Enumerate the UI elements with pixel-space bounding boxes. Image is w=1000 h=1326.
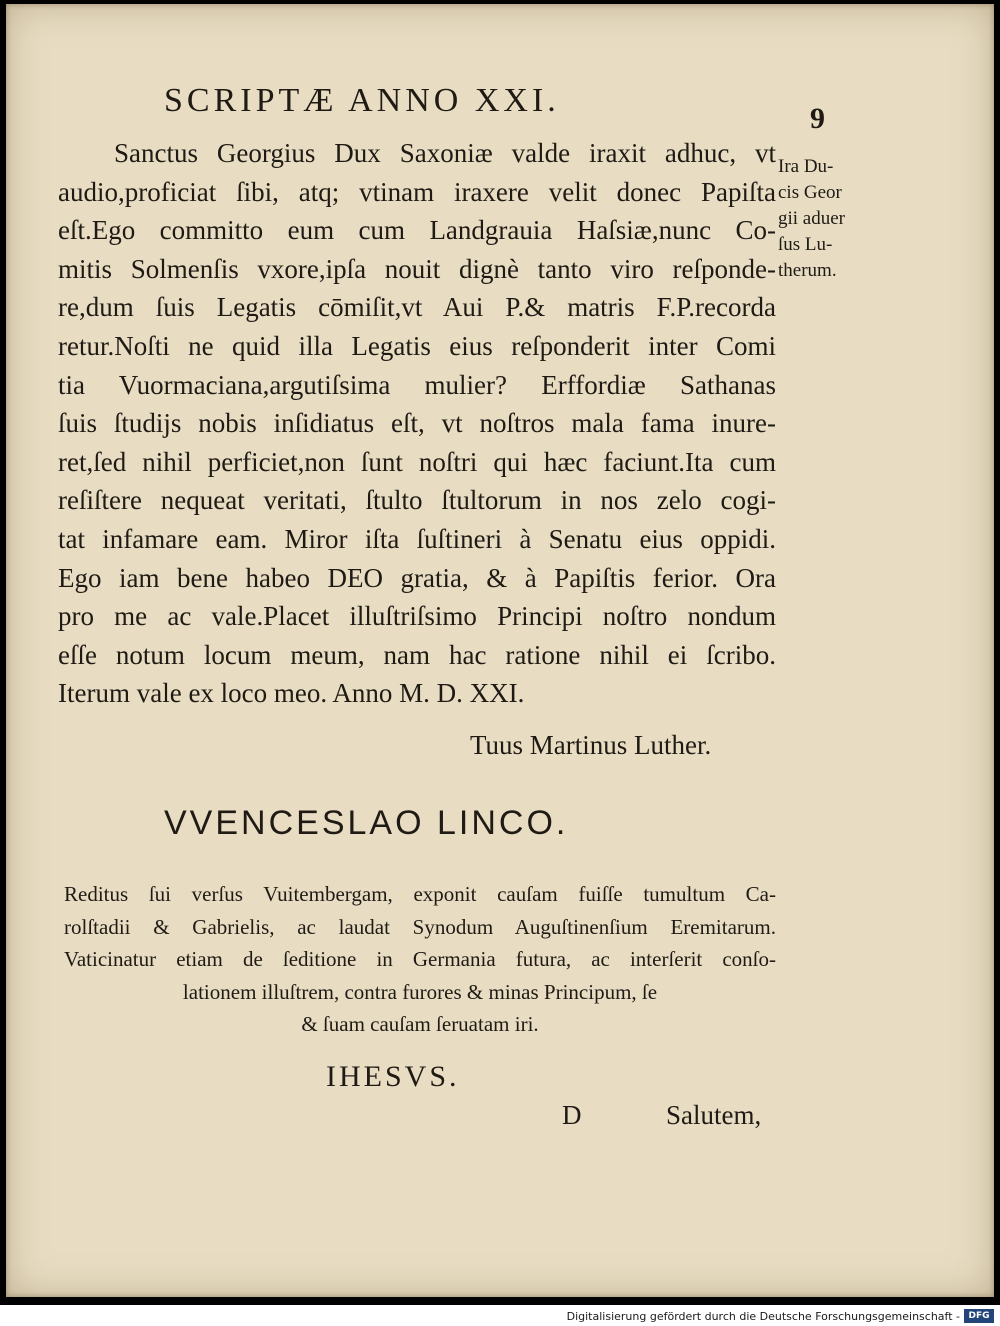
salutation: Salutem, — [666, 1100, 762, 1130]
invocation: IHESVS. — [326, 1060, 460, 1093]
text-line: tia Vuormaciana,argutiſsima mulier? Erffordiæ Sathanas — [58, 369, 776, 400]
text-line: Ego iam bene habeo DEO gratia, & à Papiſtis ferior. Ora — [58, 562, 776, 593]
text-line: re,dum ſuis Legatis cōmiſit,vt Aui P.& matris F.P.recorda — [58, 292, 776, 323]
summary-line: lationem illuſtrem, contra furores & minas Principum, ſe — [182, 979, 658, 1004]
text-line: pro me ac vale.Placet illuſtriſsimo Principi noſtro nondum — [58, 601, 776, 632]
text-line: mitis Solmenſis vxore,ipſa nouit dignè tanto viro reſponde- — [58, 253, 776, 284]
summary-line: rolſtadii & Gabrielis, ac laudat Synodum Auguſtinenſium Eremitarum. — [64, 914, 776, 939]
dfg-logo-icon: DFG — [964, 1309, 994, 1323]
text-line: eſt.Ego committo eum cum Landgrauia Haſsiæ,nunc Co- — [58, 215, 776, 246]
summary-line: Vaticinatur etiam de ſeditione in Germania futura, ac interſerit conſo- — [64, 947, 776, 971]
summary-line: & ſuam cauſam ſeruatam iri. — [301, 1012, 539, 1036]
marginal-note: Ira Du- cis Geor gii aduer ſus Lu- therum. — [778, 156, 846, 281]
text-line: eſſe notum locum meum, nam hac ratione nihil ei ſcribo. — [58, 639, 776, 670]
book-page — [6, 4, 994, 1297]
running-head: SCRIPTÆ ANNO XXI. — [164, 82, 560, 119]
funding-note: Digitalisierung gefördert durch die Deutsche Forschungsgemeinschaft - — [566, 1310, 960, 1323]
signature: Tuus Martinus Luther. — [470, 730, 712, 760]
text-line: Sanctus Georgius Dux Saxoniæ valde iraxit adhuc, vt — [114, 138, 776, 168]
text-line: ſuis ſtudijs nobis inſidiatus eſt, vt noſtros mala fama inure- — [58, 408, 776, 439]
salutation-initial: D — [562, 1100, 582, 1130]
summary-line: Reditus ſui verſus Vuitembergam, exponit cauſam fuiſſe tumultum Ca- — [64, 882, 776, 906]
text-line: audio,proficiat ſibi, atq; vtinam iraxere velit donec Papiſta — [58, 176, 776, 207]
letter-heading: VVENCESLAO LINCO. — [164, 804, 569, 842]
page-content — [6, 4, 994, 1297]
letter-body — [58, 134, 776, 713]
letter-summary — [64, 878, 776, 1041]
text-line: retur.Noſti ne quid illa Legatis eius reſponderit inter Comi — [58, 330, 776, 361]
text-line: tat infamare eam. Miror iſta ſuſtineri à Senatu eius oppidi. — [58, 523, 776, 554]
page-number: 9 — [810, 102, 825, 135]
text-line: ret,ſed nihil perficiet,non ſunt noſtri qui hæc faciunt.Ita cum — [58, 446, 776, 477]
text-line: reſiſtere nequeat veritati, ſtulto ſtultorum in nos zelo cogi- — [58, 485, 776, 516]
text-line: Iterum vale ex loco meo. Anno M. D. XXI. — [58, 678, 525, 709]
